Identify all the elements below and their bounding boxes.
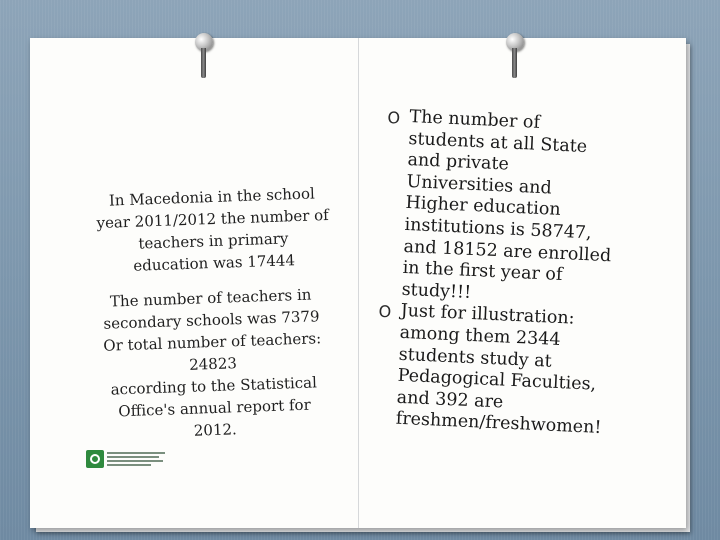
statistical-office-logo xyxy=(86,448,166,470)
text-line: Just for illustration: xyxy=(400,301,575,330)
text-line: The number of xyxy=(409,106,541,133)
text-line: students at all State xyxy=(408,128,588,157)
text-line: education was 17444 xyxy=(133,251,296,275)
teachers-primary-text xyxy=(91,182,336,278)
text-line: 24823 xyxy=(188,354,238,374)
bullet-icon: O xyxy=(378,302,392,322)
text-line: teachers in primary xyxy=(138,229,289,253)
text-line: Higher education xyxy=(405,193,562,221)
list-item xyxy=(379,106,688,314)
text-line: freshmen/freshwomen! xyxy=(395,408,602,439)
text-line: students study at xyxy=(398,344,553,372)
text-line: among them 2344 xyxy=(399,322,561,350)
text-line: in the first year of xyxy=(402,257,563,286)
list-item xyxy=(373,300,679,443)
text-line: 2012. xyxy=(193,420,238,440)
text-line: Universities and xyxy=(406,171,553,199)
text-line: study!!! xyxy=(401,279,472,303)
text-line: year 2011/2012 the number of xyxy=(96,205,330,233)
text-line: according to the Statistical xyxy=(110,373,318,399)
text-line: and 392 are xyxy=(396,387,504,413)
text-line: institutions is 58747, xyxy=(404,214,593,244)
text-line: secondary schools was 7379 xyxy=(103,307,320,333)
text-line: and private xyxy=(407,150,510,175)
logo-text-lines xyxy=(107,452,165,466)
text-line: Or total number of teachers: xyxy=(103,329,322,355)
text-line: The number of teachers in xyxy=(109,285,312,311)
text-line: and 18152 are enrolled xyxy=(403,236,612,266)
bullet-icon: O xyxy=(387,107,401,128)
text-line: In Macedonia in the school xyxy=(108,184,316,210)
text-line: Office's annual report for xyxy=(118,395,312,421)
logo-icon xyxy=(86,450,104,468)
students-bullet-list xyxy=(373,106,687,443)
text-line: Pedagogical Faculties, xyxy=(397,365,597,395)
pushpin-icon xyxy=(195,33,213,51)
teachers-secondary-text xyxy=(89,283,336,445)
pushpin-icon xyxy=(506,33,524,51)
page-divider xyxy=(358,38,359,528)
